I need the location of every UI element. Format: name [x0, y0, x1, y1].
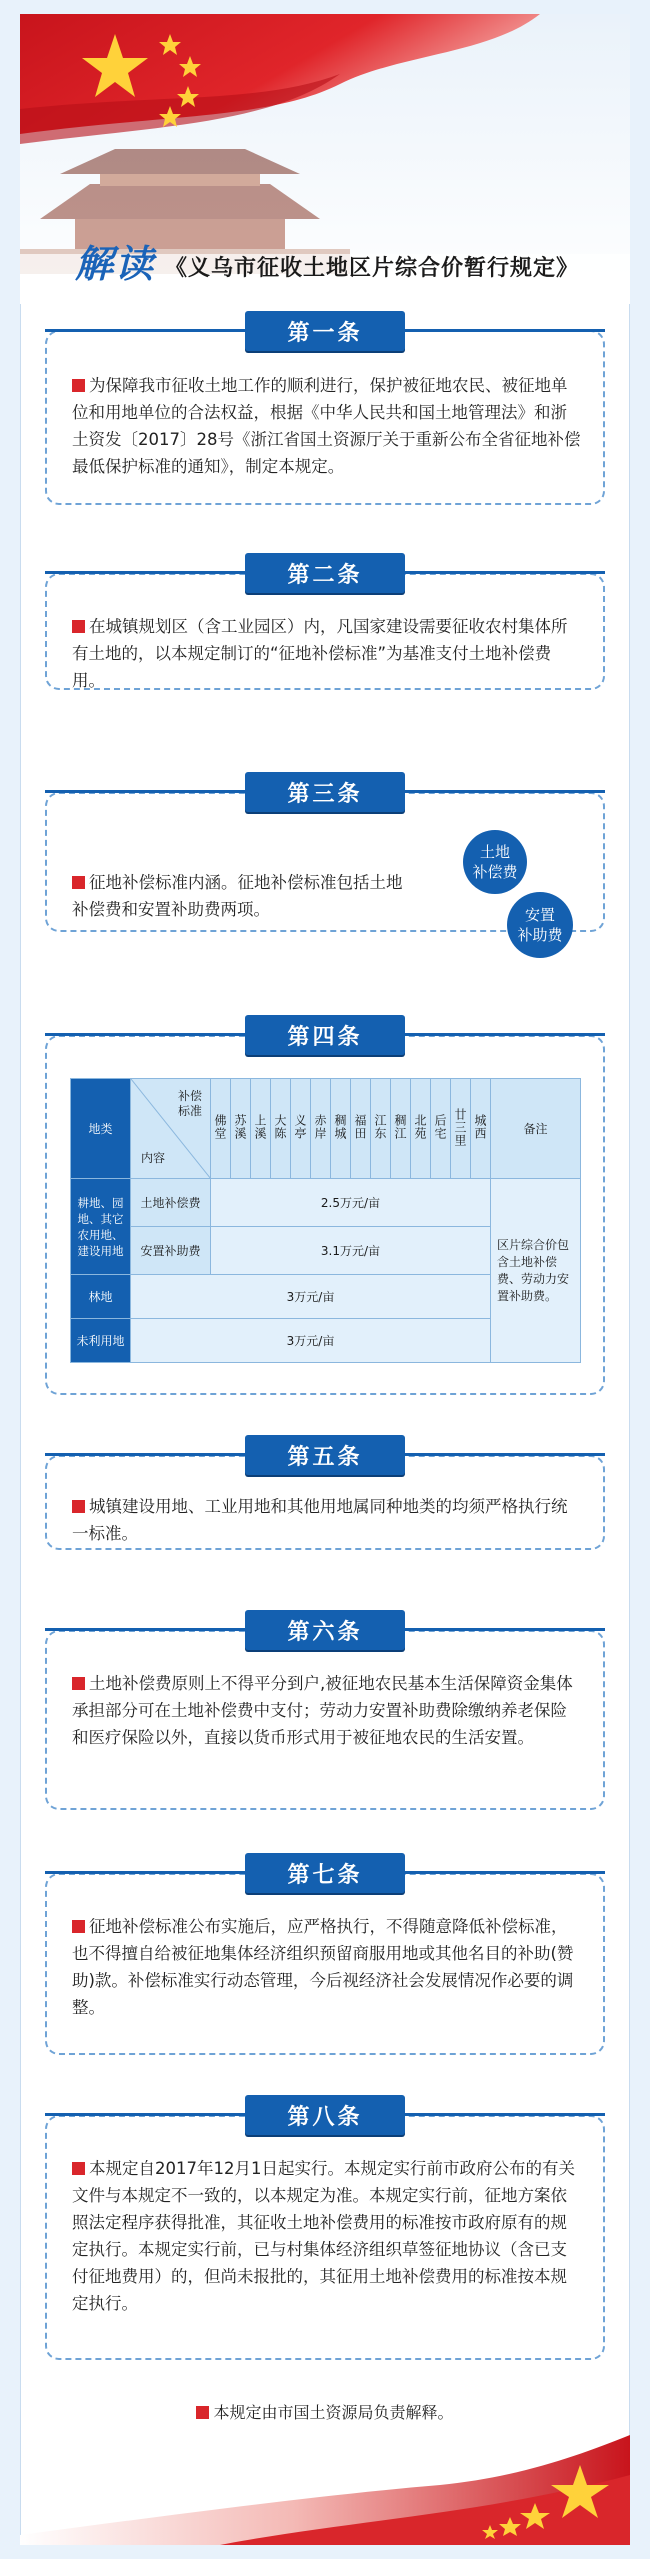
- town-header: 北苑: [411, 1079, 431, 1179]
- town-header: 稠城: [331, 1079, 351, 1179]
- land-compensation-value: 2.5万元/亩: [211, 1179, 491, 1227]
- section-2-text: 在城镇规划区（含工业园区）内，凡国家建设需要征收农村集体所有土地的，以本规定制订的“征地补偿标准”为基准支付土地补偿费用。: [72, 617, 568, 690]
- town-header: 大陈: [271, 1079, 291, 1179]
- town-header: 上溪: [251, 1079, 271, 1179]
- town-header: 廿三里: [451, 1079, 471, 1179]
- bullet-square-icon: [72, 876, 85, 889]
- section-5-heading: 第五条: [245, 1435, 405, 1475]
- town-header: 义亭: [291, 1079, 311, 1179]
- section-8-box: [45, 2115, 605, 2360]
- diagonal-header-top: 补偿 标准: [177, 1089, 202, 1118]
- section-8-text: 本规定自2017年12月1日起实行。本规定实行前市政府公布的有关文件与本规定不一致的，以本规定为准。本规定实行前，征地方案依照法定程序获得批准，其征收土地补偿费用的标准按市政府原有的规定执行。本规定实行前，已与村集体经济组织草签征地协议（含已支付征地费用）的，但尚未报批的，其征用土地补偿费用的标准按本规定执行。: [72, 2159, 575, 2313]
- bullet-square-icon: [72, 1500, 85, 1513]
- note-header: 备注: [491, 1079, 581, 1179]
- bullet-square-icon: [72, 379, 85, 392]
- bottom-flag-illustration: [20, 2425, 630, 2545]
- town-header: 福田: [351, 1079, 371, 1179]
- section-8-heading: 第八条: [245, 2095, 405, 2135]
- bullet-square-icon: [72, 2162, 85, 2175]
- compensation-table: [70, 1078, 581, 1363]
- diagonal-header-cell: [131, 1079, 211, 1179]
- bullet-square-icon: [72, 1920, 85, 1933]
- town-header: 城西: [471, 1079, 491, 1179]
- title-block: [65, 239, 625, 289]
- bullet-square-icon: [196, 2406, 209, 2419]
- land-type-header: 地类: [71, 1079, 131, 1179]
- resettlement-subsidy-label: 安置补助费: [131, 1227, 211, 1275]
- section-6-heading: 第六条: [245, 1610, 405, 1650]
- section-1-text: 为保障我市征收土地工作的顺利进行，保护被征地农民、被征地单位和用地单位的合法权益，根据《中华人民共和国土地管理法》和浙土资发〔2017〕28号《浙江省国土资源厅关于重新公布全省征地补偿最低保护标准的通知》，制定本规定。: [72, 376, 581, 476]
- section-7-box: [45, 1873, 605, 2055]
- note-cell: 区片综合价包含土地补偿费、劳动力安置补助费。: [491, 1179, 581, 1363]
- town-header: 赤岸: [311, 1079, 331, 1179]
- section-3-text: 征地补偿标准内涵。征地补偿标准包括土地补偿费和安置补助费两项。: [72, 873, 403, 919]
- section-5-text: 城镇建设用地、工业用地和其他用地属同种地类的均须严格执行统一标准。: [72, 1497, 568, 1543]
- land-compensation-label: 土地补偿费: [131, 1179, 211, 1227]
- title-prefix: 解读: [75, 241, 156, 286]
- section-1-heading: 第一条: [245, 311, 405, 351]
- town-header: 稠江: [391, 1079, 411, 1179]
- town-header: 江东: [371, 1079, 391, 1179]
- section-6-box: [45, 1630, 605, 1810]
- resettlement-subsidy-value: 3.1万元/亩: [211, 1227, 491, 1275]
- bullet-square-icon: [72, 1677, 85, 1690]
- diagonal-header-bottom: 内容: [141, 1151, 166, 1165]
- town-header: 后宅: [431, 1079, 451, 1179]
- page-title: 《义乌市征收土地区片综合价暂行规定》: [165, 256, 580, 281]
- town-header: 苏溪: [231, 1079, 251, 1179]
- forest-land-label: 林地: [71, 1275, 131, 1319]
- section-1-box: [45, 330, 605, 505]
- section-6-text: 土地补偿费原则上不得平分到户,被征地农民基本生活保障资金集体承担部分可在土地补偿费中支付；劳动力安置补助费除缴纳养老保险和医疗保险以外，直接以货币形式用于被征地农民的生活安置。: [72, 1674, 573, 1747]
- resettlement-subsidy-bubble: 安置 补助费: [507, 892, 573, 958]
- section-7-heading: 第七条: [245, 1853, 405, 1893]
- header-banner: [20, 14, 630, 304]
- footer-note: 本规定由市国土资源局负责解释。: [0, 2400, 650, 2423]
- unused-land-value: 3万元/亩: [131, 1319, 491, 1363]
- section-4-heading: 第四条: [245, 1015, 405, 1055]
- bullet-square-icon: [72, 620, 85, 633]
- forest-land-value: 3万元/亩: [131, 1275, 491, 1319]
- land-compensation-bubble: 土地 补偿费: [463, 830, 527, 894]
- town-header: 佛堂: [211, 1079, 231, 1179]
- section-7-text: 征地补偿标准公布实施后，应严格执行，不得随意降低补偿标准，也不得擅自给被征地集体经济组织预留商服用地或其他名目的补助(赞助)款。补偿标准实行动态管理，今后视经济社会发展情况作必要的调整。: [72, 1917, 574, 2017]
- section-3-heading: 第三条: [245, 772, 405, 812]
- section-2-heading: 第二条: [245, 553, 405, 593]
- farmland-group-label: 耕地、园地、其它农用地、建设用地: [71, 1179, 131, 1275]
- unused-land-label: 未利用地: [71, 1319, 131, 1363]
